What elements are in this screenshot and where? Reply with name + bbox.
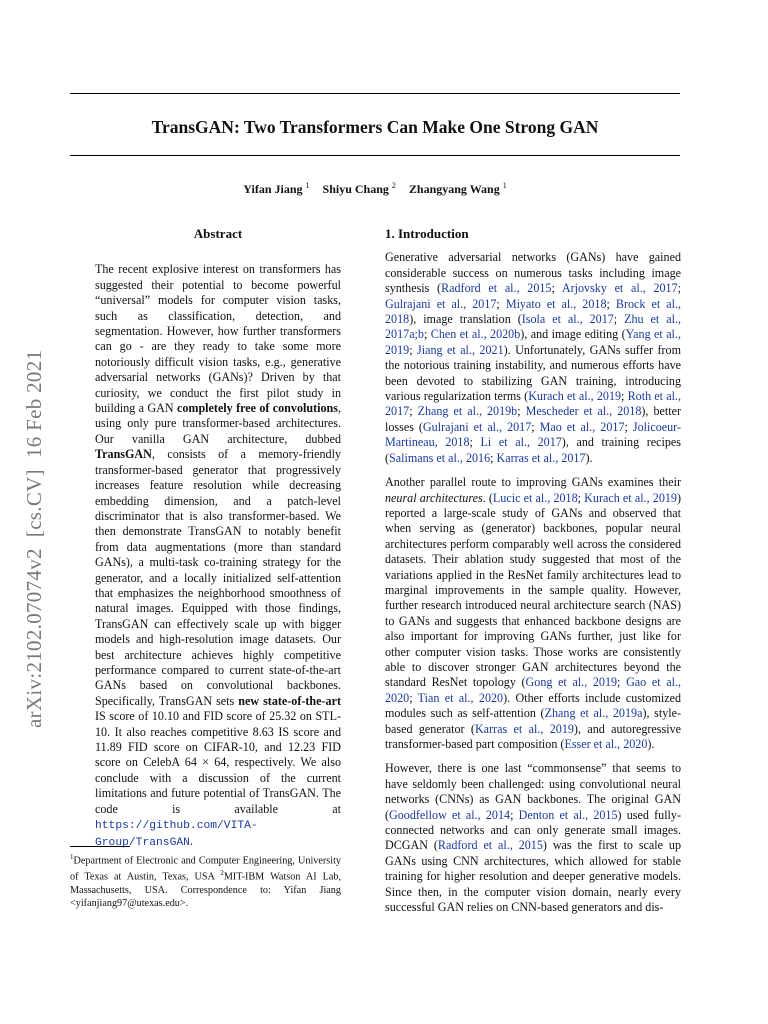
paragraph-text: ; <box>409 690 418 705</box>
paragraph-text: ), and training recipes ( <box>385 435 682 465</box>
title-rule-top <box>70 93 680 94</box>
paragraph-text: ) was the first to scale up GANs using CNN architectures, which allowed for stable training for higher resolution and deeper generative models. Since then, in the computer vision domain, nearly every successful GAN relies on CNN-based generators and dis- <box>385 838 681 915</box>
arxiv-identifier: arXiv:2102.07074v2 [cs.CV] 16 Feb 2021 <box>22 349 46 728</box>
paragraph-text: ; <box>490 450 497 465</box>
footnote-marker: 1 <box>70 853 74 861</box>
abstract-text: , using only pure transformer-based architectures. Our vanilla GAN architecture, dubbed <box>95 401 341 446</box>
author-affiliation: 2 <box>391 181 396 190</box>
citation-link[interactable]: Radford et al., 2015 <box>437 838 543 853</box>
author-affiliation: 1 <box>502 181 507 190</box>
citation-link[interactable]: Esser et al., 2020 <box>564 737 648 751</box>
paper-title: TransGAN: Two Transformers Can Make One Strong GAN <box>151 117 599 137</box>
paragraph-text: ; <box>621 389 628 404</box>
citation-link[interactable]: Kurach et al., 2019 <box>584 490 677 505</box>
citation-link[interactable]: Li et al., 2017 <box>480 435 562 450</box>
citation-link[interactable]: Tian et al., 2020 <box>417 690 504 705</box>
citation-link[interactable]: Miyato et al., 2018 <box>505 296 607 311</box>
footnote-text: MIT-IBM Watson AI Lab, Massachusetts, USA. Correspondence to: Yifan Jiang <yifanjiang97@utexas.edu>. <box>70 871 341 909</box>
citation-link[interactable]: Jolicoeur-Martineau, 2018 <box>385 419 681 450</box>
paragraph-text: . ( <box>482 490 493 505</box>
left-column <box>95 226 341 852</box>
paragraph-text: Generative adversarial networks (GANs) have gained considerable success on numerous tasks including image synthesis ( <box>385 250 681 296</box>
introduction-heading: 1. Introduction <box>385 226 469 241</box>
citation-link[interactable]: Goodfellow et al., 2014 <box>389 807 511 822</box>
paragraph-text: ). <box>585 450 593 465</box>
abstract-text: . <box>189 834 193 849</box>
abstract-text: , respectively. We also conclude with a discussion of the current limitations and future potential of TransGAN. The code is available at <box>95 755 341 816</box>
paragraph-text: Another parallel route to improving GANs examines their <box>385 475 681 490</box>
paragraph-text: ) used fully-connected networks and can only generate small images. DCGAN ( <box>385 807 681 853</box>
abstract-heading: Abstract <box>193 226 243 241</box>
paragraph-text: ; <box>677 281 682 296</box>
author-name: Yifan Jiang <box>243 182 303 196</box>
paragraph-text: ; <box>577 490 585 505</box>
paragraph-text: ; <box>409 404 418 419</box>
paragraph-text: ), better losses ( <box>385 404 681 434</box>
author-list <box>70 181 680 197</box>
citation-link[interactable]: Denton et al., 2015 <box>518 807 618 822</box>
paragraph-text: ; <box>617 675 627 690</box>
citation-link[interactable]: Zhu et al., 2017a;b <box>385 312 681 342</box>
right-column <box>385 226 681 924</box>
footnote-text: Department of Electronic and Computer Engineering, University of Texas at Austin, Texas, USA <box>70 855 341 883</box>
paragraph-text: ; <box>531 419 540 434</box>
footnote-marker: 2 <box>220 869 224 878</box>
paragraph-text: ), style-based generator ( <box>385 706 682 736</box>
abstract-text: IS score of 10.10 and FID score of 25.32 on STL-10. It also reaches competitive 8.63 IS score and 11.89 FID score on CIFAR-10, and 12.23 FID score on CelebA <box>95 709 341 770</box>
footnote-rule <box>70 846 130 847</box>
paragraph-text: ; <box>423 327 431 342</box>
citation-link[interactable]: Karras et al., 2019 <box>474 721 574 736</box>
paragraph-text: ; <box>496 296 506 311</box>
citation-link[interactable]: Isola et al., 2017 <box>521 312 614 327</box>
paragraph-text: ; <box>606 296 616 311</box>
citation-link[interactable]: Chen et al., 2020b <box>430 327 521 342</box>
citation-link[interactable]: Gulrajani et al., 2017 <box>422 419 532 434</box>
paragraph-text: ; <box>510 807 519 822</box>
citation-link[interactable]: Arjovsky et al., 2017 <box>561 281 678 296</box>
abstract-body <box>95 262 341 851</box>
citation-link[interactable]: Zhang et al., 2019a <box>544 706 643 721</box>
author-name: Shiyu Chang <box>322 182 389 196</box>
paragraph-text: ), and autoregressive transformer-based part composition ( <box>385 721 681 751</box>
citation-link[interactable]: Jiang et al., 2021 <box>417 342 504 357</box>
citation-link[interactable]: Radford et al., 2015 <box>441 281 552 296</box>
citation-link[interactable]: Gong et al., 2019 <box>525 675 618 690</box>
abstract-text: , consists of a memory-friendly transformer-based generator that progressively increases feature resolution while decreasing embedding dimension, and a patch-level discriminator that is also transformer-based. We then demonstrate TransGAN to notably benefit from data augmentations (more than standard GANs), a multi-task co-training strategy for the generator, and a locally initialized self-attention that emphasizes the neighborhood smoothness of natural images. Equipped with those findings, TransGAN can effectively scale up with bigger models and high-resolution image datasets. Our best architecture achieves highly competitive performance compared to current state-of-the-art GANs based on convolutional backbones. Specifically, TransGAN sets <box>95 447 341 708</box>
intro-paragraph <box>385 761 681 915</box>
paragraph-text: ; <box>469 435 481 450</box>
emphasis-text: neural architectures <box>385 490 483 505</box>
paragraph-text: ). Other efforts include customized modules such as self-attention ( <box>385 690 682 721</box>
author-name: Zhangyang Wang <box>408 182 500 196</box>
paragraph-text: ), image translation ( <box>409 312 522 327</box>
citation-link[interactable]: Yang et al., 2019 <box>385 327 681 357</box>
intro-paragraph <box>385 250 681 466</box>
abstract-emphasis: completely free of convolutions <box>176 401 338 416</box>
abstract-emphasis: new state-of-the-art <box>238 693 341 708</box>
intro-paragraph <box>385 475 681 752</box>
paragraph-text: ; <box>551 281 562 296</box>
paragraph-text: ), and image editing ( <box>520 327 626 342</box>
paragraph-text: ; <box>613 312 625 327</box>
code-url-link[interactable]: https://github.com/VITA-Group/TransGAN <box>95 820 258 850</box>
citation-link[interactable]: Gao et al., 2020 <box>385 675 682 705</box>
paragraph-text: ; <box>624 419 633 434</box>
abstract-text: The recent explosive interest on transformers has suggested their potential to become powerful “universal” models for computer vision tasks, such as classification, detection, and segmentation. However, how further transformers can go - are they ready to take some more notoriously difficult vision tasks, e.g., generative adversarial networks (GANs)? Driven by that curiosity, we conduct the first pilot study in building a GAN <box>95 262 341 416</box>
citation-link[interactable]: Lucic et al., 2018 <box>492 490 578 505</box>
citation-link[interactable]: Karras et al., 2017 <box>496 450 586 465</box>
citation-link[interactable]: Mescheder et al., 2018 <box>525 404 642 419</box>
citation-link[interactable]: Gulrajani et al., 2017 <box>385 296 497 311</box>
citation-link[interactable]: Salimans et al., 2016 <box>389 450 491 465</box>
citation-link[interactable]: Mao et al., 2017 <box>539 419 625 434</box>
citation-link[interactable]: Brock et al., 2018 <box>385 296 681 327</box>
citation-link[interactable]: Roth et al., 2017 <box>385 389 681 419</box>
abstract-resolution: 64 × 64 <box>184 755 227 770</box>
paragraph-text: ). <box>647 737 655 751</box>
paragraph-text: ; <box>409 342 418 357</box>
citation-link[interactable]: Zhang et al., 2019b <box>417 404 518 419</box>
abstract-emphasis: TransGAN <box>95 447 152 462</box>
paragraph-text: However, there is one last “commonsense” that seems to have seldomly been challenged: using convolutional neural networks (CNNs) as GAN backbones. The original GAN ( <box>385 761 681 822</box>
paragraph-text: ) reported a large-scale study of GANs and observed that when serving as (generator) backbones, popular neural architectures perform comparably well across the considered datasets. Their ablation study suggested that most of the variations applied in the ResNet family architectures lead to marginal improvements in the sample quality. However, further research introduced neural architecture search (NAS) to GANs and suggests that enhanced backbone designs are also important for improving GANs further, just like for other computer vision tasks. Those works are consistently able to discover stronger GAN architectures beyond the standard ResNet topology ( <box>385 490 681 690</box>
footnote <box>70 851 341 910</box>
paragraph-text: ). Unfortunately, GANs suffer from the notorious training instability, and numerous efforts have been devoted to stabilizing GAN training, introducing various regularization terms ( <box>385 342 681 404</box>
title-rule-bottom <box>70 155 680 156</box>
paragraph-text: ; <box>517 404 526 419</box>
author-affiliation: 1 <box>305 181 310 190</box>
citation-link[interactable]: Kurach et al., 2019 <box>528 389 622 404</box>
